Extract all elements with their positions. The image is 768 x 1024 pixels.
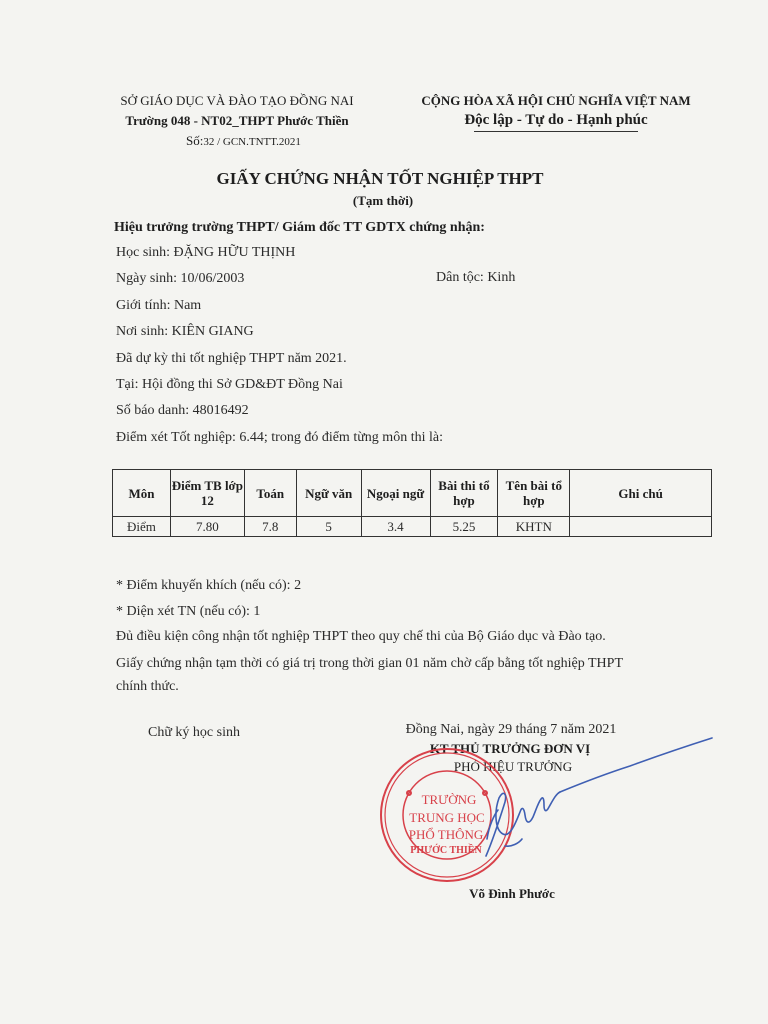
header-foreign-language: Ngoại ngữ — [361, 470, 430, 517]
validity-statement-line2: chính thức. — [116, 679, 179, 694]
graduation-category: * Diện xét TN (nếu có): 1 — [116, 604, 261, 619]
header-math: Toán — [244, 470, 296, 517]
national-motto: Độc lập - Tự do - Hạnh phúc — [464, 112, 648, 128]
document-number-value: 32 / GCN.TNTT.2021 — [203, 136, 301, 148]
svg-text:TRUNG HỌC: TRUNG HỌC — [409, 810, 485, 825]
bonus-points: * Điểm khuyến khích (nếu có): 2 — [116, 578, 302, 593]
document-subtitle: (Tạm thời) — [352, 193, 414, 208]
graduation-score: Điểm xét Tốt nghiệp: 6.44; trong đó điểm từng môn thi là: — [116, 430, 443, 445]
cell-combined-exam: 5.25 — [430, 517, 498, 537]
certify-statement: Hiệu trưởng trường THPT/ Giám đốc TT GDTX chứng nhận: — [114, 220, 485, 235]
svg-text:PHƯỚC THIỀN: PHƯỚC THIỀN — [410, 845, 482, 856]
cell-combined-exam-name: KHTN — [498, 517, 570, 537]
header-avg-grade12: Điểm TB lớp 12 — [170, 470, 244, 517]
document-number-label: Số: — [186, 133, 204, 148]
student-name: Học sinh: ĐẶNG HỮU THỊNH — [116, 245, 296, 260]
header-combined-exam: Bài thi tổ hợp — [430, 470, 498, 517]
place-of-birth: Nơi sinh: KIÊN GIANG — [116, 324, 254, 339]
header-literature: Ngữ văn — [296, 470, 361, 517]
cell-label: Điểm — [113, 517, 171, 537]
country-name: CỘNG HÒA XÃ HỘI CHỦ NGHĨA VIỆT NAM — [421, 93, 691, 108]
date-of-birth: Ngày sinh: 10/06/2003 — [116, 271, 245, 286]
document-title: GIẤY CHỨNG NHẬN TỐT NGHIỆP THPT — [216, 169, 544, 188]
header-combined-exam-name: Tên bài tổ hợp — [498, 470, 570, 517]
department-name: SỞ GIÁO DỤC VÀ ĐÀO TẠO ĐỒNG NAI — [120, 93, 354, 108]
header-notes: Ghi chú — [570, 470, 712, 517]
exam-council: Tại: Hội đồng thi Sở GD&ĐT Đồng Nai — [116, 377, 343, 392]
eligibility-statement: Đủ điều kiện công nhận tốt nghiệp THPT theo quy chế thi của Bộ Giáo dục và Đào tạo. — [116, 629, 606, 644]
student-signature-label: Chữ ký học sinh — [148, 725, 240, 740]
exam-statement: Đã dự kỳ thi tốt nghiệp THPT năm 2021. — [116, 351, 347, 366]
cell-foreign-language: 3.4 — [361, 517, 430, 537]
signer-name: Võ Đình Phước — [469, 886, 555, 901]
cell-avg-grade12: 7.80 — [170, 517, 244, 537]
candidate-number: Số báo danh: 48016492 — [116, 403, 249, 418]
issue-date: Đồng Nai, ngày 29 tháng 7 năm 2021 — [405, 722, 617, 737]
signer-position: KT THỦ TRƯỞNG ĐƠN VỊ — [429, 741, 591, 756]
svg-text:PHỔ THÔNG: PHỔ THÔNG — [408, 827, 484, 842]
validity-statement-line1: Giấy chứng nhận tạm thời có giá trị trong thời gian 01 năm chờ cấp bằng tốt nghiệp THPT — [116, 656, 623, 671]
svg-text:TRƯỜNG: TRƯỜNG — [421, 792, 477, 807]
signer-title: PHÓ HIỆU TRƯỞNG — [453, 759, 573, 774]
ethnicity: Dân tộc: Kinh — [436, 270, 516, 285]
gender: Giới tính: Nam — [116, 298, 202, 313]
cell-math: 7.8 — [244, 517, 296, 537]
cell-literature: 5 — [296, 517, 361, 537]
school-name: Trường 048 - NT02_THPT Phước Thiền — [125, 113, 349, 128]
header-subject: Môn — [113, 470, 171, 517]
